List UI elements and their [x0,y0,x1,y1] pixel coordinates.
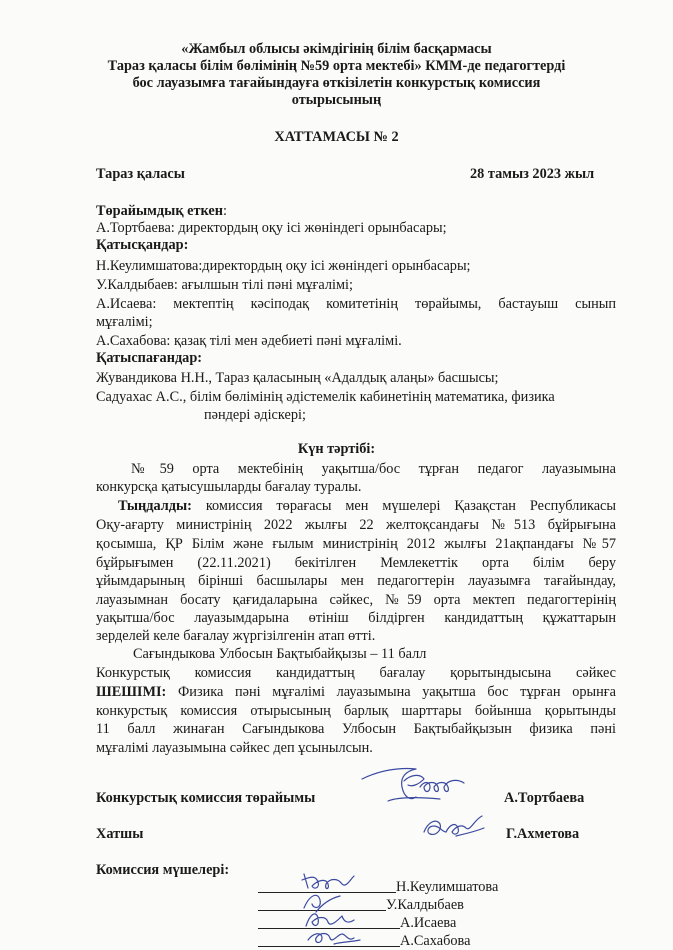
heard-line-1 [118,498,616,515]
header-line-2: Тараз қаласы білім бөлімінің №59 орта мектебі» КММ-де педагогтерді [107,58,566,74]
heard-line-4: бұйрығымен (22.11.2021) бекітілген Мемлекеттік орта білім беру [96,555,616,571]
decision-label: ШЕШІМІ: [96,684,167,700]
heard-line-6: лауазымнан босату қағидаларына сәйкес, №59 орта мектеп педагогтерінің [96,592,616,608]
absent-heading: Қатыспағандар: [96,350,203,366]
header-line-4: отырысының [291,92,382,108]
participant-3: А.Исаева: мектептің кәсіподақ комитетінің төрайымы, бастауыш сынып [96,296,616,312]
absent-2-cont: пәндері әдіскері; [204,407,306,423]
decision-line-4: мұғалімі лауазымына сәйкес деп ұсынылсын. [96,740,373,756]
decision-line-3: 11 балл жинаған Сағындыкова Улбосын Бақтыбайқызын физика пәні [96,721,616,737]
participants-heading: Қатысқандар: [96,237,189,253]
header-line-1: «Жамбыл облысы әкімдігінің білім басқармасы [181,41,492,57]
chair-line: А.Тортбаева: директордың оқу ісі жөніндегі орынбасары; [96,220,447,236]
chair-signature-label: Конкурстық комиссия төрайымы [96,790,316,806]
agenda-heading: Күн тәртібі: [297,441,376,457]
member-name-3: А.Исаева [400,915,457,931]
secretary-signature-icon [420,810,490,845]
heard-line-7: уақытша/бос лауазымдарына өтініш білдірген кандидаттың құжаттарын [96,610,616,626]
chair-heading-colon: : [222,203,227,219]
member-name-4: А.Сахабова [400,933,471,949]
member-signature-icon-4 [304,924,364,950]
members-label: Комиссия мүшелері: [96,862,230,878]
header-line-3: бос лауазымға тағайындауға өткізілетін конкурстық комиссия [132,75,541,91]
heard-label: Тыңдалды: [118,498,192,514]
member-name-2: У.Калдыбаев [386,897,464,913]
member-name-1: Н.Кеулимшатова [396,879,499,895]
chair-signature-name: А.Тортбаева [504,790,585,806]
place: Тараз қаласы [96,166,185,182]
decision-line-1 [96,684,616,701]
absent-1: Жувандикова Н.Н., Тараз қаласының «Адалдық алаңы» басшысы; [96,370,499,386]
participant-2: У.Калдыбаев: ағылшын тілі пәні мұғалімі; [96,277,353,293]
heard-line-3: қосымша, ҚР Білім және ғылым министрінің 2012 жылғы 21ақпандағы №57 [96,536,616,552]
agenda-line-2: конкурсқа қатысушыларды бағалау туралы. [96,479,362,495]
heard-line-5: ұйымдарының бірінші басшылары мен педагогтерін лауазымға тағайындау, [96,573,616,589]
date: 28 тамыз 2023 жыл [470,166,595,182]
secretary-signature-label: Хатшы [96,826,144,842]
conclusion-line: Конкурстық комиссия кандидаттың бағалау қорытындысына сәйкес [96,665,616,681]
chair-heading: Төрайымдық еткен [96,203,223,219]
agenda-line-1: №59 орта мектебінің уақытша/бос тұрған педагог лауазымына [131,461,616,477]
chair-signature-icon [358,757,468,812]
heard-line-8: зерделей келе бағалау жүргізілгенін атап өтті. [96,628,376,644]
secretary-signature-name: Г.Ахметова [506,826,580,842]
absent-2: Садуахас А.С., білім бөлімінің әдістемелік кабинетінің математика, физика [96,389,555,405]
chair-heading-row [96,203,227,220]
decision-line-2: конкурстық комиссия отырысының барлық шарттары бойынша қорытынды [96,703,616,719]
participant-1: Н.Кеулимшатова:директордың оқу ісі жөніндегі орынбасары; [96,258,471,274]
participant-3-cont: мұғалімі; [96,314,153,330]
heard-line-2: Оқу-ағарту министрінің 2022 жылғы 22 желтоқсандағы №513 бұйрығына [96,517,616,533]
participant-4: А.Сахабова: қазақ тілі мен әдебиеті пәні мұғалімі. [96,333,402,349]
protocol-title: ХАТТАМАСЫ № 2 [274,129,399,145]
heard-text-1: комиссия төрағасы мен мүшелері Қазақстан Республикасы [205,498,616,514]
decision-text-1: Физика пәні мұғалімі лауазымына уақытша бос тұрған орынға [178,684,616,700]
candidate-score: Сағындыкова Улбосын Бақтыбайқызы – 11 балл [133,646,427,662]
